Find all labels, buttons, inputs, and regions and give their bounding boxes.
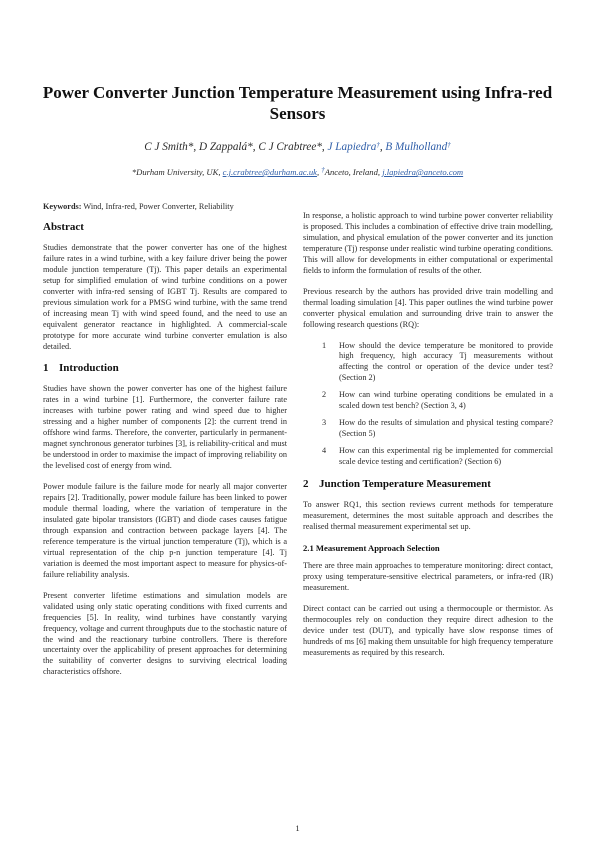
intro-paragraph-3: Present converter lifetime estimations and simulation models are validated using only static operating conditions with fixed currents and frequencies [5]. In reality, wind turbines have constantly varying frequency, voltage and current throughputs due to the stochastic nature of the wind and the reactionary turbine controllers. There is therefore uncertainty over the applicability of present approaches for determining the suitability of converter designs to surviving electrical loading characteristics offshore. bbox=[43, 590, 287, 677]
intro-paragraph-1: Studies have shown the power converter has one of the highest failure rates in a wind turbine [1]. Furthermore, the converter failure rate increases with turbine power rating and wind speed due to higher stressing and a higher number of components [2]: the current trend in offshore wind farms. Therefore, the converter, particularly in permanent-magnet synchronous generator turbines [3], is reliability-critical and must be understood in order to maximise the impact of improving reliability on the levelised cost of energy from wind. bbox=[43, 384, 287, 471]
author-4: J Lapiedra bbox=[327, 141, 377, 153]
list-item: 1 How should the device temperature be monitored to provide high frequency, high accuracy Tj measurements without affecting the control or operation of the device under test? (Section 2) bbox=[322, 340, 553, 383]
anceto-email-link[interactable]: j.lapiedra@anceto.com bbox=[382, 167, 464, 177]
abstract-text: Studies demonstrate that the power converter has one of the highest failure rates in a wind turbine, with a key failure driver being the power module junction temperature (Tj). This paper details an experimental setup for simplified emulation of wind turbine conditions on a power converter with infra-red sensing of IGBT Tj. Results are compared to previous simulation work for a PMSG wind turbine, with the same trend of increasing mean Tj with wind speed found, and the need to use an equivalent generator reactance in highlighted. A commercial-scale prototype for more accurate wind turbine converter emulation is also detailed. bbox=[43, 242, 287, 351]
author-list: C J Smith*, D Zappalá*, C J Crabtree*, J Lapiedra†, B Mulholland† bbox=[144, 141, 451, 153]
left-column bbox=[43, 202, 287, 688]
dagger-mark: † bbox=[376, 141, 380, 149]
page-number: 1 bbox=[295, 823, 300, 833]
right-paragraph-2: Previous research by the authors has provided drive train modelling and thermal loading simulation [4]. This paper outlines the wind turbine power converter physical emulation and surrounding drive train to answer the following research questions (RQ): bbox=[303, 286, 553, 329]
author-2: D Zappalá* bbox=[198, 141, 253, 153]
keywords: Keywords: Wind, Infra-red, Power Converter, Reliability bbox=[43, 202, 234, 211]
section-1-heading: 1 Introduction bbox=[43, 362, 119, 375]
list-item: 3 How do the results of simulation and physical testing compare? (Section 5) bbox=[322, 418, 553, 439]
right-column bbox=[303, 211, 553, 669]
affiliations: *Durham University, UK, c.j.crabtree@durham.ac.uk, †Anceto, Ireland, j.lapiedra@anceto.com bbox=[131, 166, 464, 177]
section-2-intro: To answer RQ1, this section reviews current methods for temperature measurement, determines the most suitable approach and describes the realised thermal measurement experimental set up. bbox=[303, 500, 553, 531]
subsection-2-1-heading: 2.1 Measurement Approach Selection bbox=[303, 542, 440, 553]
paper-title: Power Converter Junction Temperature Measurement using Infra-red Sensors bbox=[42, 83, 553, 123]
author-3: C J Crabtree* bbox=[258, 141, 322, 153]
author-1: C J Smith* bbox=[144, 141, 194, 153]
list-item: 2 How can wind turbine operating conditions be emulated in a scaled down test bench? (Section 3, 4) bbox=[322, 390, 553, 411]
section-2-1-paragraph-1: There are three main approaches to temperature monitoring: direct contact, proxy using temperature-sensitive electrical parameters, or infra-red (IR) measurement. bbox=[303, 560, 553, 592]
section-2-1-paragraph-2: Direct contact can be carried out using a thermocouple or thermistor. As thermocouples rely on conduction they require direct adhesion to the device under test (DUT), and typically have slow response times of hundreds of ms [6] making them unsuitable for high frequency temperature measurements as required by this research. bbox=[303, 603, 553, 657]
durham-email-link[interactable]: c.j.crabtree@durham.ac.uk bbox=[222, 167, 317, 177]
abstract-heading: Abstract bbox=[43, 220, 84, 233]
list-item: 4 How can this experimental rig be implemented for commercial scale device testing and certification? (Section 6) bbox=[322, 446, 553, 467]
section-2-heading: 2 Junction Temperature Measurement bbox=[303, 478, 491, 491]
intro-paragraph-2: Power module failure is the failure mode for nearly all major converter repairs [2]. Traditionally, power module failure has been linked to power module thermal loading, where the variation of temperature in the insulated gate bipolar transistors (IGBT) and diode cases causes fatigue through expansion and contraction between package layers [4]. The reference temperature is the virtual junction temperature (Tj), which is a virtual representation of the chip p-n junction temperature [4]. Tj variation is deemed the most important aspect to measure for physics-of-failure reliability analysis. bbox=[43, 482, 287, 579]
research-questions bbox=[303, 341, 553, 469]
right-paragraph-1: In response, a holistic approach to wind turbine power converter reliability is proposed. This includes a combination of effective drive train modelling, simulation, and physical emulation of the power converter and its junction temperature (Tj) response under realistic wind turbine operating conditions. This will allow for developments in either computational or experimental fields to inform the formulation of results of the other. bbox=[303, 211, 553, 275]
dagger-mark: † bbox=[447, 141, 451, 149]
author-5: B Mulholland bbox=[385, 141, 448, 153]
